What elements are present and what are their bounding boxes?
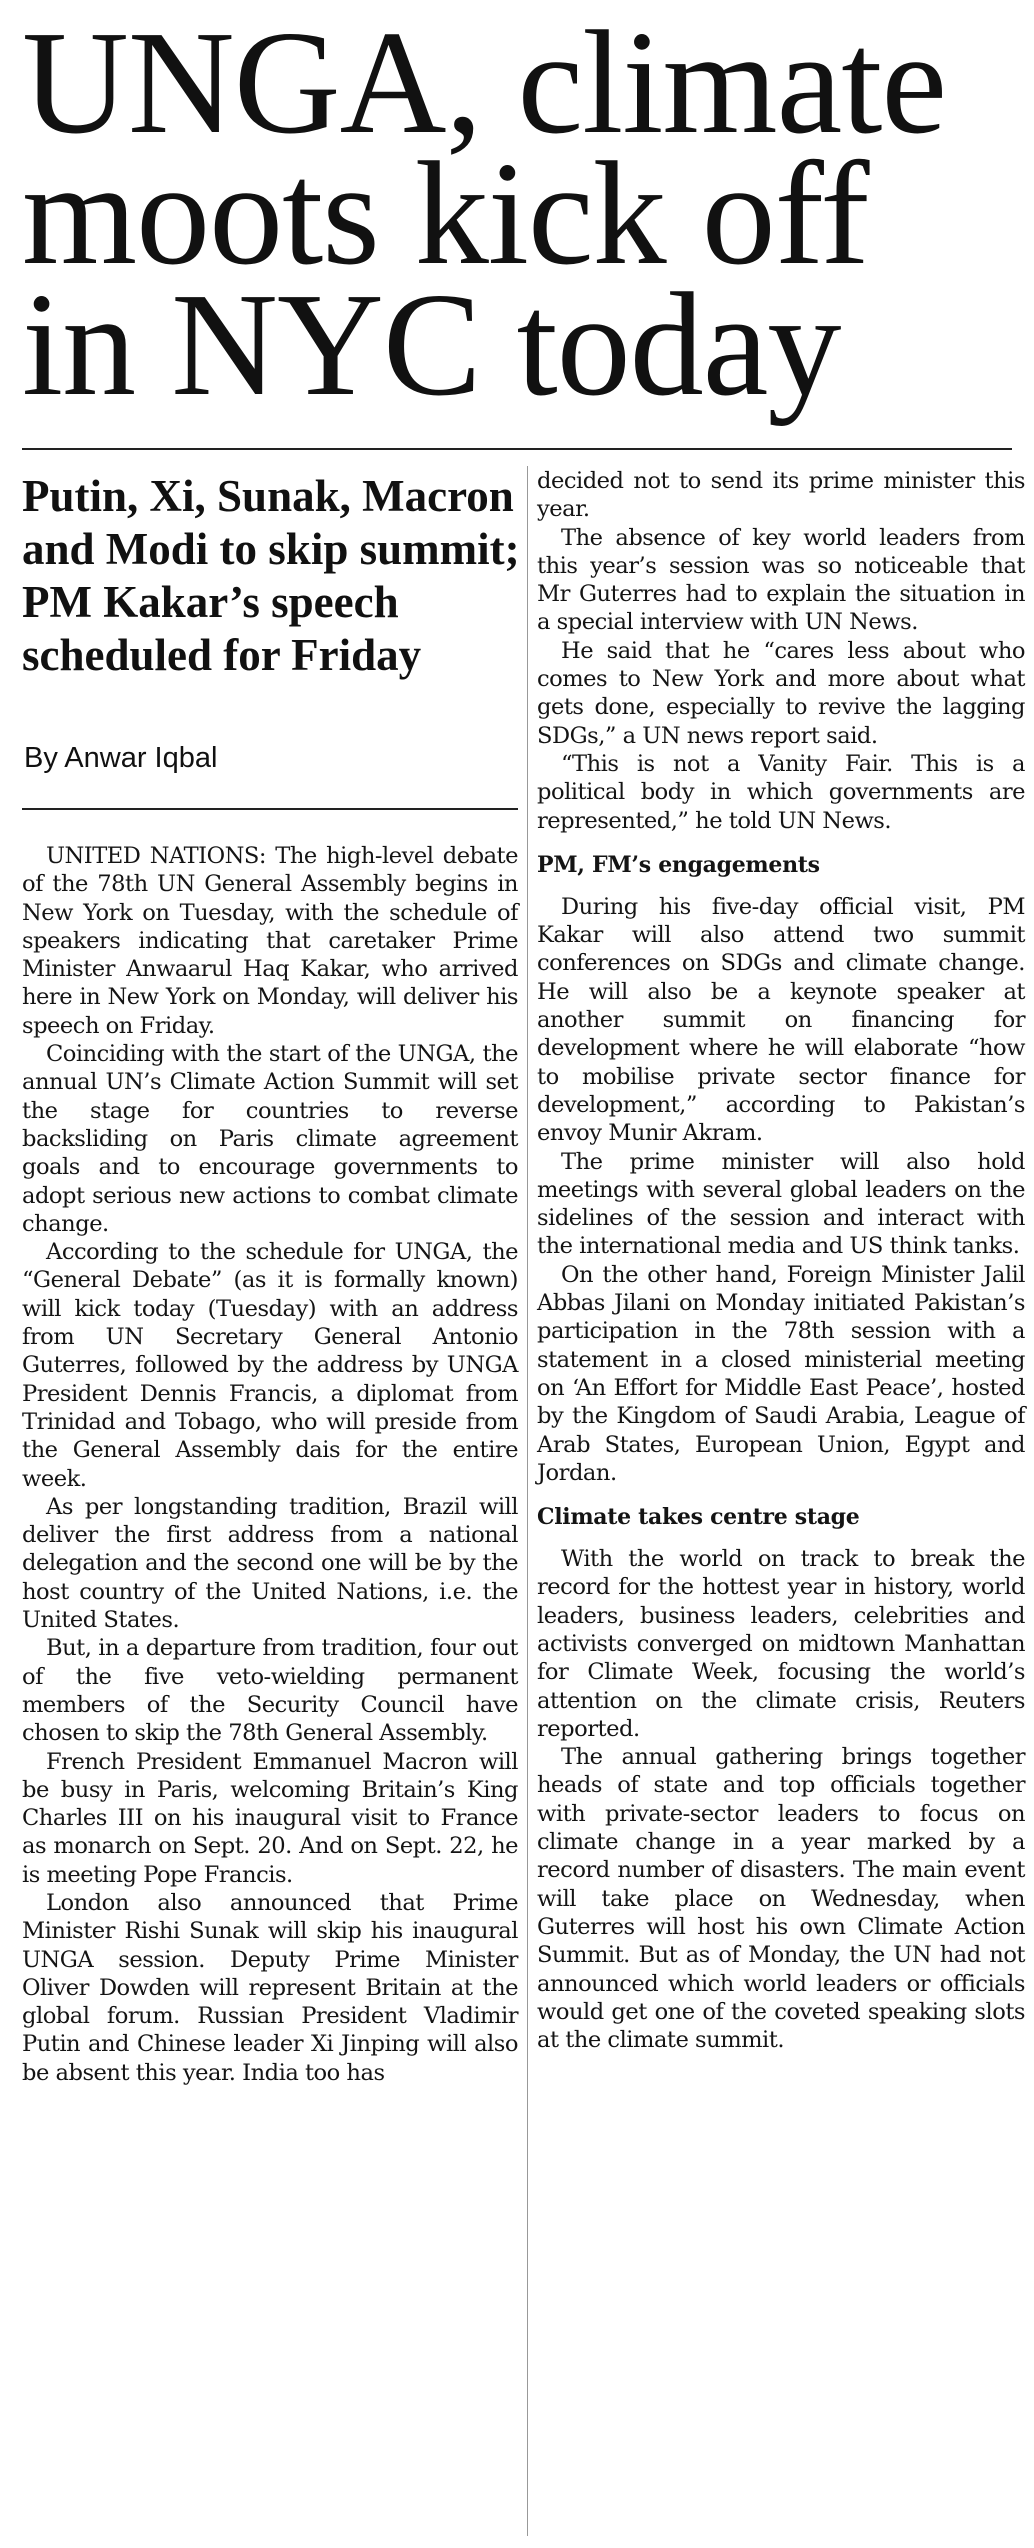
paragraph: On the other hand, Foreign Minister Jalil Abbas Jilani on Monday initiated Pakistan’s participation in the 78th session with a statement in a closed ministerial meeting on ‘An Effort for Middle East Peace’, hosted by the Kingdom of Saudi Arabia, League of Arab States, European Union, Egypt and Jordan. xyxy=(537,1261,1025,1486)
paragraph: London also announced that Prime Minister Rishi Sunak will skip his inaugural UNGA session. Deputy Prime Minister Oliver Dowden will represent Britain at the global forum. Russian President Vladimir Putin and Chinese leader Xi Jinping will also be absent this year. India too has xyxy=(22,1889,518,2086)
paragraph: He said that he “cares less about who comes to New York and more about what gets done, especially to revive the lagging SDGs,” a UN news report said. xyxy=(537,637,1025,749)
paragraph: The annual gathering brings together heads of state and top officials together with private-sector leaders to focus on climate change in a year marked by a record number of disasters. The main event will take place on Wednesday, when Guterres will host his own Climate Action Summit. But as of Monday, the UN had not announced which world leaders or officials would get one of the coveted speaking slots at the climate summit. xyxy=(537,1744,1025,2054)
left-column xyxy=(22,842,518,2087)
paragraph: As per longstanding tradition, Brazil will deliver the first address from a national delegation and the second one will be by the host country of the United Nations, i.e. the United States. xyxy=(22,1493,518,1634)
byline-divider xyxy=(22,808,518,810)
column-divider xyxy=(527,466,528,2536)
subheading-climate: Climate takes centre stage xyxy=(537,1504,860,1531)
paragraph: But, in a departure from tradition, four out of the five veto-wielding permanent members of the Security Council have chosen to skip the 78th General Assembly. xyxy=(22,1635,518,1747)
paragraph: The absence of key world leaders from this year’s session was so noticeable that Mr Guterres had to explain the situation in a special interview with UN News. xyxy=(537,524,1025,636)
byline: By Anwar Iqbal xyxy=(24,742,218,774)
paragraph-continuation: decided not to send its prime minister this year. xyxy=(537,468,1025,523)
subheading-engagements: PM, FM’s engagements xyxy=(537,851,820,878)
paragraph: “This is not a Vanity Fair. This is a political body in which governments are represented,” he told UN News. xyxy=(537,750,1025,834)
paragraph: French President Emmanuel Macron will be busy in Paris, welcoming Britain’s King Charles III on his inaugural visit to France as monarch on Sept. 20. And on Sept. 22, he is meeting Pope Francis. xyxy=(22,1748,518,1888)
paragraph: The prime minister will also hold meetings with several global leaders on the sidelines of the session and interact with the international media and US think tanks. xyxy=(537,1148,1025,1260)
paragraph: Coinciding with the start of the UNGA, the annual UN’s Climate Action Summit will set the stage for countries to reverse backsliding on Paris climate agreement goals and to encourage governments to adopt serious new actions to combat climate change. xyxy=(22,1041,518,1237)
paragraph: With the world on track to break the record for the hottest year in history, world leaders, business leaders, celebrities and activists converged on midtown Manhattan for Climate Week, focusing the world’s attention on the climate crisis, Reuters reported. xyxy=(537,1546,1025,1742)
right-column xyxy=(537,467,1025,2054)
paragraph: According to the schedule for UNGA, the “General Debate” (as it is formally known) will kick today (Tuesday) with an address from UN Secretary General Antonio Guterres, followed by the address by UNGA President Dennis Francis, a diplomat from Trinidad and Tobago, who will preside from the General Assembly dais for the entire week. xyxy=(22,1239,518,1492)
headline: UNGA, climate moots kick off in NYC today xyxy=(22,1,947,427)
sub-headline: Putin, Xi, Sunak, Macron and Modi to skip summit; PM Kakar’s speech scheduled for Friday xyxy=(22,471,520,680)
paragraph: During his five-day official visit, PM Kakar will also attend two summit conferences on SDGs and climate change. He will also be a keynote speaker at another summit on financing for development where he will elaborate “how to mobilise private sector finance for development,” according to Pakistan’s envoy Munir Akram. xyxy=(537,893,1025,1147)
paragraph: UNITED NATIONS: The high-level debate of the 78th UN General Assembly begins in New York on Tuesday, with the schedule of speakers indicating that caretaker Prime Minister Anwaarul Haq Kakar, who arrived here in New York on Monday, will deliver his speech on Friday. xyxy=(22,843,518,1039)
headline-divider xyxy=(22,448,1012,450)
